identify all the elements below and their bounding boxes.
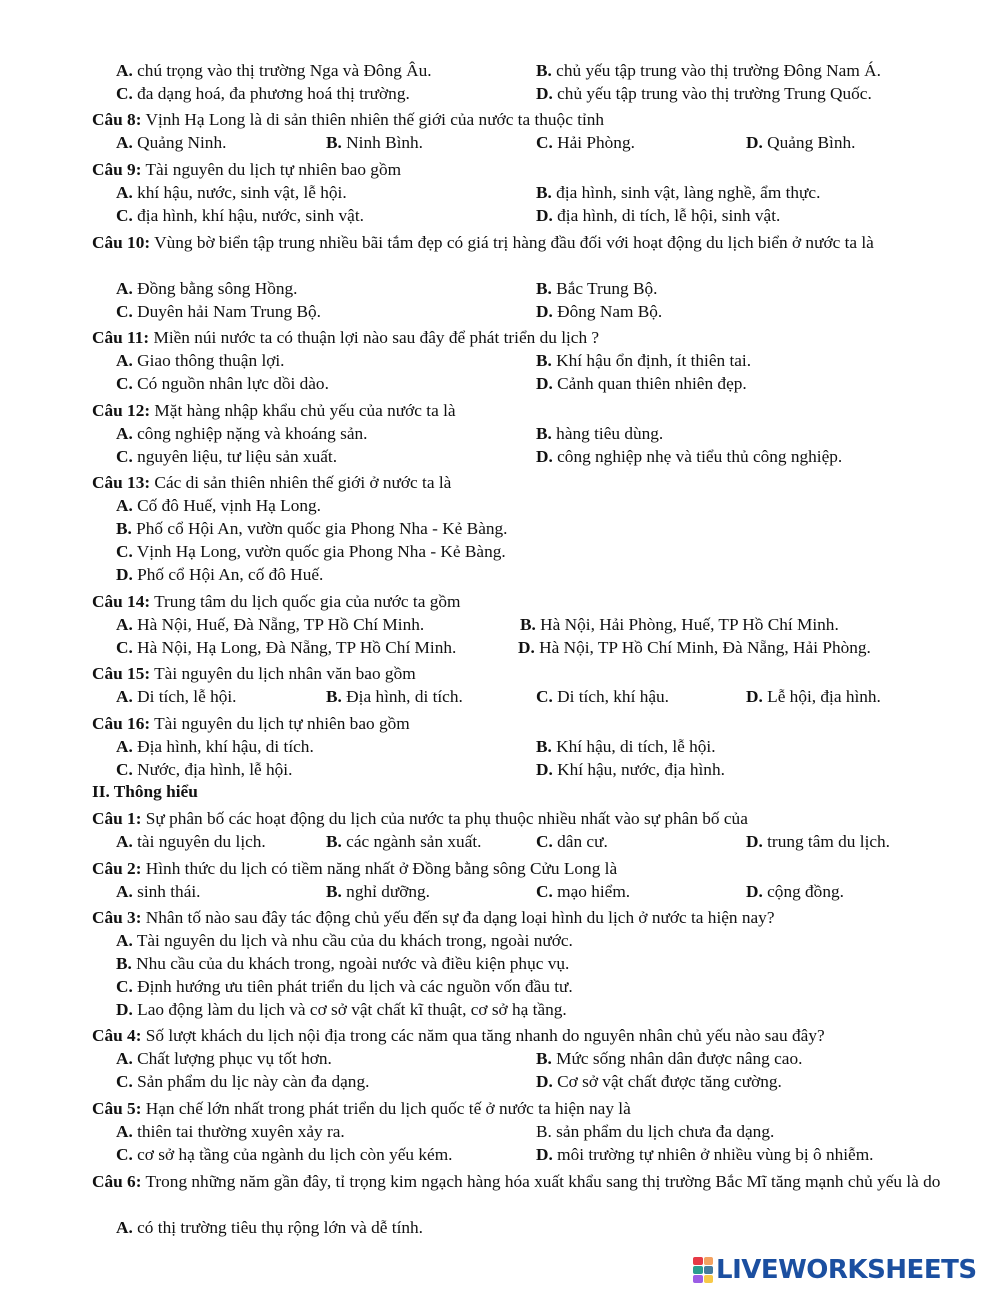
option-d: D. trung tâm du lịch. — [746, 832, 891, 851]
option-d: D. Cảnh quan thiên nhiên đẹp. — [536, 374, 747, 393]
option-a: A. Di tích, lễ hội. — [116, 687, 237, 706]
logo-block — [693, 1266, 703, 1274]
option-d: D. Cơ sở vật chất được tăng cường. — [536, 1072, 782, 1091]
liveworksheets-logo — [693, 1255, 977, 1285]
question-t4: Câu 4: Số lượt khách du lịch nội địa trong các năm qua tăng nhanh do nguyên nhân chủ yếu nào sau đây? — [92, 1026, 825, 1045]
question-t6: Câu 6: Trong những năm gần đây, tỉ trọng kim ngạch hàng hóa xuất khẩu sang thị trường Bắc Mĩ tăng mạnh chủ yếu là do — [92, 1172, 941, 1191]
option-d: D. Lao động làm du lịch và cơ sở vật chất kĩ thuật, cơ sở hạ tầng. — [116, 1000, 567, 1019]
option-b: B. Bắc Trung Bộ. — [536, 279, 658, 298]
option-a: A. khí hậu, nước, sinh vật, lễ hội. — [116, 183, 347, 202]
option-c: C. Hải Phòng. — [536, 133, 635, 152]
option-c: C. mạo hiểm. — [536, 882, 631, 901]
option-a: A. Cố đô Huế, vịnh Hạ Long. — [116, 496, 321, 515]
question-14: Câu 14: Trung tâm du lịch quốc gia của nước ta gồm — [92, 592, 461, 611]
option-b: B. Ninh Bình. — [326, 133, 423, 152]
option-b: B. địa hình, sinh vật, làng nghề, ẩm thực. — [536, 183, 821, 202]
logo-block — [704, 1257, 714, 1265]
option-a: A. Địa hình, khí hậu, di tích. — [116, 737, 314, 756]
option-a: A. Chất lượng phục vụ tốt hơn. — [116, 1049, 332, 1068]
option-b: B. Địa hình, di tích. — [326, 687, 463, 706]
option-a: A. Đồng bằng sông Hồng. — [116, 279, 298, 298]
question-11: Câu 11: Miền núi nước ta có thuận lợi nào sau đây để phát triển du lịch ? — [92, 328, 600, 347]
question-13: Câu 13: Các di sản thiên nhiên thế giới ở nước ta là — [92, 473, 452, 492]
option-c: C. địa hình, khí hậu, nước, sinh vật. — [116, 206, 364, 225]
option-b: B. Khí hậu, di tích, lễ hội. — [536, 737, 716, 756]
option-d: D. Khí hậu, nước, địa hình. — [536, 760, 725, 779]
option-a: A. có thị trường tiêu thụ rộng lớn và dễ tính. — [116, 1218, 423, 1237]
question-t2: Câu 2: Hình thức du lịch có tiềm năng nhất ở Đồng bằng sông Cửu Long là — [92, 859, 618, 878]
option-a: A. Giao thông thuận lợi. — [116, 351, 285, 370]
option-d: D. Hà Nội, TP Hồ Chí Minh, Đà Nẵng, Hải Phòng. — [518, 638, 871, 657]
option-c: C. Vịnh Hạ Long, vườn quốc gia Phong Nha - Kẻ Bàng. — [116, 542, 506, 561]
option-b: B. nghỉ dưỡng. — [326, 882, 430, 901]
option-a: A. Tài nguyên du lịch và nhu cầu của du khách trong, ngoài nước. — [116, 931, 573, 950]
option-a: A. Quảng Ninh. — [116, 133, 227, 152]
question-15: Câu 15: Tài nguyên du lịch nhân văn bao gồm — [92, 664, 416, 683]
logo-block — [704, 1266, 714, 1274]
question-t3: Câu 3: Nhân tố nào sau đây tác động chủ yếu đến sự đa dạng loại hình du lịch ở nước ta hiện nay? — [92, 908, 775, 927]
option-b: B. Phố cổ Hội An, vườn quốc gia Phong Nha - Kẻ Bàng. — [116, 519, 508, 538]
question-12: Câu 12: Mặt hàng nhập khẩu chủ yếu của nước ta là — [92, 401, 456, 420]
option-c: C. Duyên hải Nam Trung Bộ. — [116, 302, 321, 321]
option-b: B. Hà Nội, Hải Phòng, Huế, TP Hồ Chí Minh. — [520, 615, 839, 634]
option-d: D. công nghiệp nhẹ và tiểu thủ công nghiệp. — [536, 447, 843, 466]
option-b: B. Khí hậu ổn định, ít thiên tai. — [536, 351, 752, 370]
option-b: B. chủ yếu tập trung vào thị trường Đông Nam Á. — [536, 61, 881, 80]
option-c: C. Có nguồn nhân lực dồi dào. — [116, 374, 329, 393]
logo-block — [693, 1257, 703, 1265]
option-c: C. dân cư. — [536, 832, 608, 851]
option-a: A. thiên tai thường xuyên xảy ra. — [116, 1122, 345, 1141]
option-b: B. Nhu cầu của du khách trong, ngoài nước và điều kiện phục vụ. — [116, 954, 570, 973]
option-b: B. sản phẩm du lịch chưa đa dạng. — [536, 1122, 775, 1141]
option-b: B. Mức sống nhân dân được nâng cao. — [536, 1049, 803, 1068]
option-d: D. Phố cổ Hội An, cố đô Huế. — [116, 565, 324, 584]
option-d: D. địa hình, di tích, lễ hội, sinh vật. — [536, 206, 781, 225]
option-c: C. Nước, địa hình, lễ hội. — [116, 760, 293, 779]
option-a: A. công nghiệp nặng và khoáng sản. — [116, 424, 368, 443]
option-c: C. đa dạng hoá, đa phương hoá thị trường. — [116, 84, 410, 103]
logo-block — [704, 1275, 714, 1283]
question-16: Câu 16: Tài nguyên du lịch tự nhiên bao gồm — [92, 714, 410, 733]
option-c: C. Sản phẩm du lịc này càn đa dạng. — [116, 1072, 370, 1091]
question-8: Câu 8: Vịnh Hạ Long là di sản thiên nhiên thế giới của nước ta thuộc tỉnh — [92, 110, 605, 129]
option-c: C. Hà Nội, Hạ Long, Đà Nẵng, TP Hồ Chí Minh. — [116, 638, 457, 657]
option-c: C. Di tích, khí hậu. — [536, 687, 669, 706]
option-a: A. chú trọng vào thị trường Nga và Đông Âu. — [116, 61, 432, 80]
section-heading: II. Thông hiểu — [92, 782, 198, 801]
option-c: C. nguyên liệu, tư liệu sản xuất. — [116, 447, 338, 466]
question-10: Câu 10: Vùng bờ biển tập trung nhiều bãi tắm đẹp có giá trị hàng đầu đối với hoạt động du lịch biển ở nước ta là — [92, 233, 874, 252]
option-c: C. Định hướng ưu tiên phát triển du lịch và các nguồn vốn đầu tư. — [116, 977, 573, 996]
question-t1: Câu 1: Sự phân bố các hoạt động du lịch của nước ta phụ thuộc nhiều nhất vào sự phân bố của — [92, 809, 748, 828]
logo-blocks-icon — [693, 1257, 713, 1283]
logo-text: LIVEWORKSHEETS — [716, 1254, 977, 1285]
option-a: A. Hà Nội, Huế, Đà Nẵng, TP Hồ Chí Minh. — [116, 615, 425, 634]
logo-block — [693, 1275, 703, 1283]
option-d: D. cộng đồng. — [746, 882, 844, 901]
option-d: D. Đông Nam Bộ. — [536, 302, 663, 321]
option-b: B. hàng tiêu dùng. — [536, 424, 664, 443]
option-d: D. Lễ hội, địa hình. — [746, 687, 881, 706]
option-d: D. Quảng Bình. — [746, 133, 856, 152]
option-d: D. môi trường tự nhiên ở nhiều vùng bị ô nhiễm. — [536, 1145, 874, 1164]
option-c: C. cơ sở hạ tầng của ngành du lịch còn yếu kém. — [116, 1145, 453, 1164]
option-a: A. tài nguyên du lịch. — [116, 832, 266, 851]
question-9: Câu 9: Tài nguyên du lịch tự nhiên bao gồm — [92, 160, 402, 179]
option-d: D. chủ yếu tập trung vào thị trường Trung Quốc. — [536, 84, 872, 103]
option-b: B. các ngành sản xuất. — [326, 832, 482, 851]
question-t5: Câu 5: Hạn chế lớn nhất trong phát triển du lịch quốc tế ở nước ta hiện nay là — [92, 1099, 631, 1118]
option-a: A. sinh thái. — [116, 882, 201, 901]
